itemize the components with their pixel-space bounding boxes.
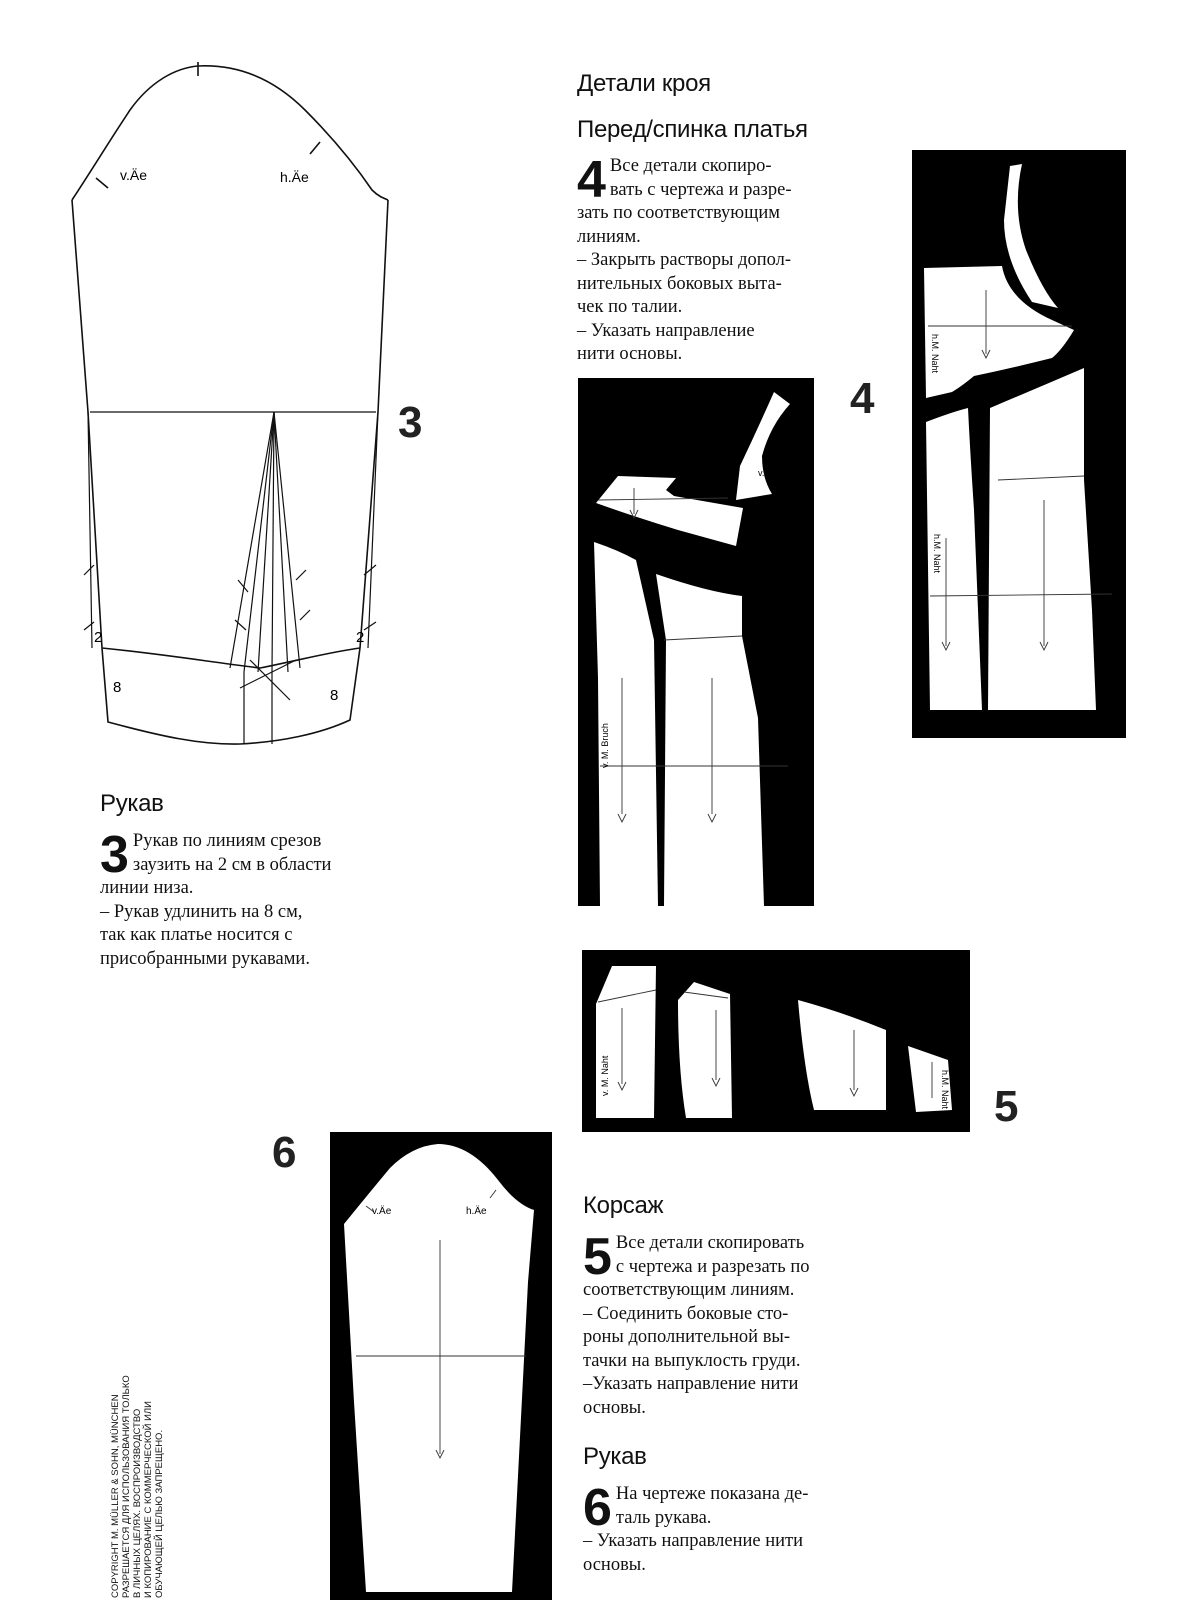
cut-details-heading: Детали кроя <box>577 70 711 97</box>
cut-step-number: 4 <box>577 151 606 209</box>
figure-number-3: 3 <box>398 398 423 447</box>
back-pieces-figure <box>912 150 1126 738</box>
front-armhole-label: v.Äe <box>120 167 147 183</box>
corsage-step-number: 5 <box>583 1228 612 1286</box>
sleeve-piece-figure <box>330 1132 552 1600</box>
sleeve6-step-number: 6 <box>583 1479 612 1537</box>
front-back-subheading: Перед/спинка платья <box>577 116 808 143</box>
corsage-pieces-figure <box>582 950 970 1132</box>
lengthen-label-left: 8 <box>113 679 122 696</box>
sleeve3-step-number: 3 <box>100 826 129 884</box>
narrow-label-left: 2 <box>94 629 103 646</box>
narrow-label-right: 2 <box>356 629 365 646</box>
corsage-back-seam-label: h.M. Naht <box>940 1070 950 1110</box>
sleeve3-heading: Рукав <box>100 790 164 817</box>
sleeve6-heading: Рукав <box>583 1443 647 1470</box>
front-pieces-figure <box>578 378 814 906</box>
lengthen-label-right: 8 <box>330 687 339 704</box>
sleeve3-paragraph: 3 Рукав по линиям срезов заузить на 2 см в области линии низа. – Рукав удлинить на 8 см, так как платье носится с присобранными рукавами. <box>100 826 332 969</box>
back-armhole-label: h.Äe <box>280 169 309 185</box>
copyright-notice: COPYRIGHT M. MÜLLER & SOHN, MÜNCHEN РАЗРЕШАЕТСЯ ДЛЯ ИСПОЛЬЗОВАНИЯ ТОЛЬКО В ЛИЧНЫХ ЦЕЛЯХ. ВОСПРОИЗВОДСТВО И КОПИРОВАНИЕ С КОММЕРЧЕСКОЙ ИЛИ ОБУЧАЮЩЕЙ ЦЕЛЬЮ ЗАПРЕЩЕНО. <box>110 1375 165 1598</box>
sleeve6-paragraph: 6 На чертеже показана де- таль рукава. – Указать направление нити основы. <box>583 1479 809 1575</box>
figure-number-4: 4 <box>850 374 875 423</box>
sleeve6-back-armhole-label: h.Äe <box>466 1206 487 1217</box>
figure-number-6: 6 <box>272 1128 297 1177</box>
sleeve-draft-figure <box>0 0 423 760</box>
narrowing-lines <box>84 412 378 648</box>
slash-lines <box>230 412 310 744</box>
corsage-paragraph: 5 Все детали скопировать с чертежа и разрезать по соответствующим линиям. – Соединить боковые сто- роны дополнительной вы- тачки на выпуклость груди. –Указать направление нити основы. <box>583 1228 810 1418</box>
back-seam-label-lower: h.M. Naht <box>932 534 942 574</box>
corsage-heading: Корсаж <box>583 1192 664 1219</box>
front-armhole-label-2: v.Äe <box>758 468 776 478</box>
front-fold-label: v. M. Bruch <box>600 723 610 768</box>
corsage-front-seam-label: v. M. Naht <box>600 1055 610 1096</box>
back-seam-label-upper: h.M. Naht <box>930 334 940 374</box>
sleeve6-front-armhole-label: v.Äe <box>372 1206 392 1217</box>
figure-number-5: 5 <box>994 1082 1019 1131</box>
cut-details-paragraph: 4 Все детали скопиро- вать с чертежа и разре- зать по соответствующим линиям. – Закрыть растворы допол- нительных боковых выта- чек по талии. – Указать направление нити основы. <box>577 151 792 364</box>
